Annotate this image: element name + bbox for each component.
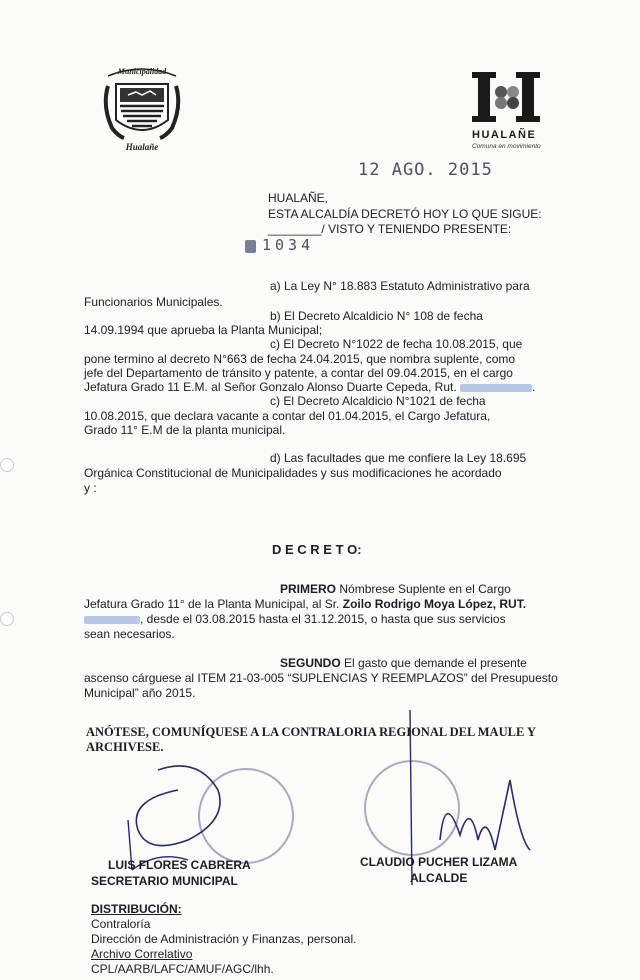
segundo-line2: ascenso cárguese al ITEM 21-03-005 “SUPLENCIAS Y REEMPLAZOS” del Presupuesto (84, 671, 558, 685)
appointee-name: Zoilo Rodrigo Moya López, RUT. (342, 597, 527, 611)
decree-opening-line: ESTA ALCALDÍA DECRETÓ HOY LO QUE SIGUE: (268, 207, 542, 221)
primero-line4: sean necesarios. (84, 627, 175, 641)
distribution-title: DISTRIBUCIÓN: (91, 902, 182, 916)
hualane-brand-logo (470, 70, 560, 152)
visto-text: VISTO Y TENIENDO PRESENTE: (328, 222, 512, 236)
mayor-name: CLAUDIO PUCHER LIZAMA (360, 855, 518, 869)
redacted-appointee-rut (84, 616, 140, 624)
date-stamp: 12 AGO. 2015 (358, 160, 493, 180)
primero-line1-text: Nómbrese Suplente en el Cargo (339, 582, 511, 596)
svg-text:Comuna en movimiento: Comuna en movimiento (472, 143, 541, 150)
item-c2-line2: 10.08.2015, que declara vacante a contar del 01.04.2015, el Cargo Jefatura, (84, 409, 491, 423)
item-d-line1: d) Las facultades que me confiere la Ley 18.695 (270, 451, 527, 465)
item-d-line3: y : (84, 481, 97, 495)
decreto-heading: D E C R E T O: (272, 542, 362, 557)
primero-line1 (280, 582, 511, 596)
segundo-line1 (280, 656, 527, 670)
item-a-line1: a) La Ley N° 18.883 Estatuto Administrativo para (270, 279, 530, 293)
segundo-line3: Municipal” año 2015. (84, 686, 196, 700)
item-c2-line1: c) El Decreto Alcaldicio N°1021 de fecha (270, 394, 486, 408)
stamp-bullet-mark (245, 240, 256, 253)
distribution-item: Dirección de Administración y Finanzas, personal. (91, 932, 357, 946)
primero-line3 (84, 612, 506, 626)
city-line: HUALAÑE, (268, 191, 329, 205)
secretary-name: LUIS FLORES CABRERA (108, 858, 251, 872)
closing-line2: ARCHIVESE. (86, 740, 164, 754)
segundo-label: SEGUNDO (280, 656, 341, 670)
redacted-rut (460, 384, 532, 392)
item-a-line2: Funcionarios Municipales. (84, 295, 223, 309)
decree-number-stamp: 1034 (262, 236, 315, 254)
segundo-line1-text: El gasto que demande el presente (344, 656, 527, 670)
punch-hole-mark (0, 458, 14, 472)
item-d-line2: Orgánica Constitucional de Municipalidades y sus modificaciones he acordado (84, 466, 502, 480)
primero-line3-text: , desde el 03.08.2015 hasta el 31.12.2015, o hasta que sus servicios (140, 612, 506, 626)
item-b-line2: 14.09.1994 que aprueba la Planta Municipal; (84, 323, 323, 337)
item-c-line2: pone termino al decreto N°663 de fecha 24.04.2015, que nombra suplente, como (84, 352, 516, 366)
item-c-line4-text: Jefatura Grado 11 E.M. al Señor Gonzalo Alonso Duarte Cepeda, Rut. (84, 380, 457, 394)
item-c-line3: jefe del Departamento de tránsito y patente, a contar del 09.04.2015, en el cargo (84, 366, 513, 380)
closing-line1: ANÓTESE, COMUNÍQUESE A LA CONTRALORIA REGIONAL DEL MAULE Y (86, 725, 536, 739)
mayor-title: ALCALDE (410, 871, 468, 885)
municipal-crest-logo (98, 62, 186, 154)
decree-number-blank: ________/ (268, 222, 325, 236)
punch-hole-mark (0, 612, 14, 626)
svg-text:Municipalidad: Municipalidad (117, 67, 167, 76)
item-c-line1: c) El Decreto N°1022 de fecha 10.08.2015, que (270, 337, 523, 351)
svg-text:Hualañe: Hualañe (125, 142, 159, 152)
primero-label: PRIMERO (280, 582, 337, 596)
item-b-line1: b) El Decreto Alcaldicio N° 108 de fecha (270, 309, 483, 323)
item-c2-line3: Grado 11° E.M de la planta municipal. (84, 423, 286, 437)
primero-line2 (84, 597, 526, 611)
svg-text:HUALAÑE: HUALAÑE (472, 129, 537, 141)
item-c-line4: Jefatura Grado 11 E.M. al Señor Gonzalo Alonso Duarte Cepeda, Rut. . (84, 380, 536, 394)
secretary-title: SECRETARIO MUNICIPAL (91, 874, 238, 888)
distribution-item: Archivo Correlativo (91, 947, 193, 961)
visto-line (268, 222, 511, 236)
distribution-item: Contraloría (91, 917, 151, 931)
distribution-item: CPL/AARB/LAFC/AMUF/AGC/lhh. (91, 962, 274, 976)
primero-line2-text: Jefatura Grado 11° de la Planta Municipal, al Sr. (84, 597, 340, 611)
